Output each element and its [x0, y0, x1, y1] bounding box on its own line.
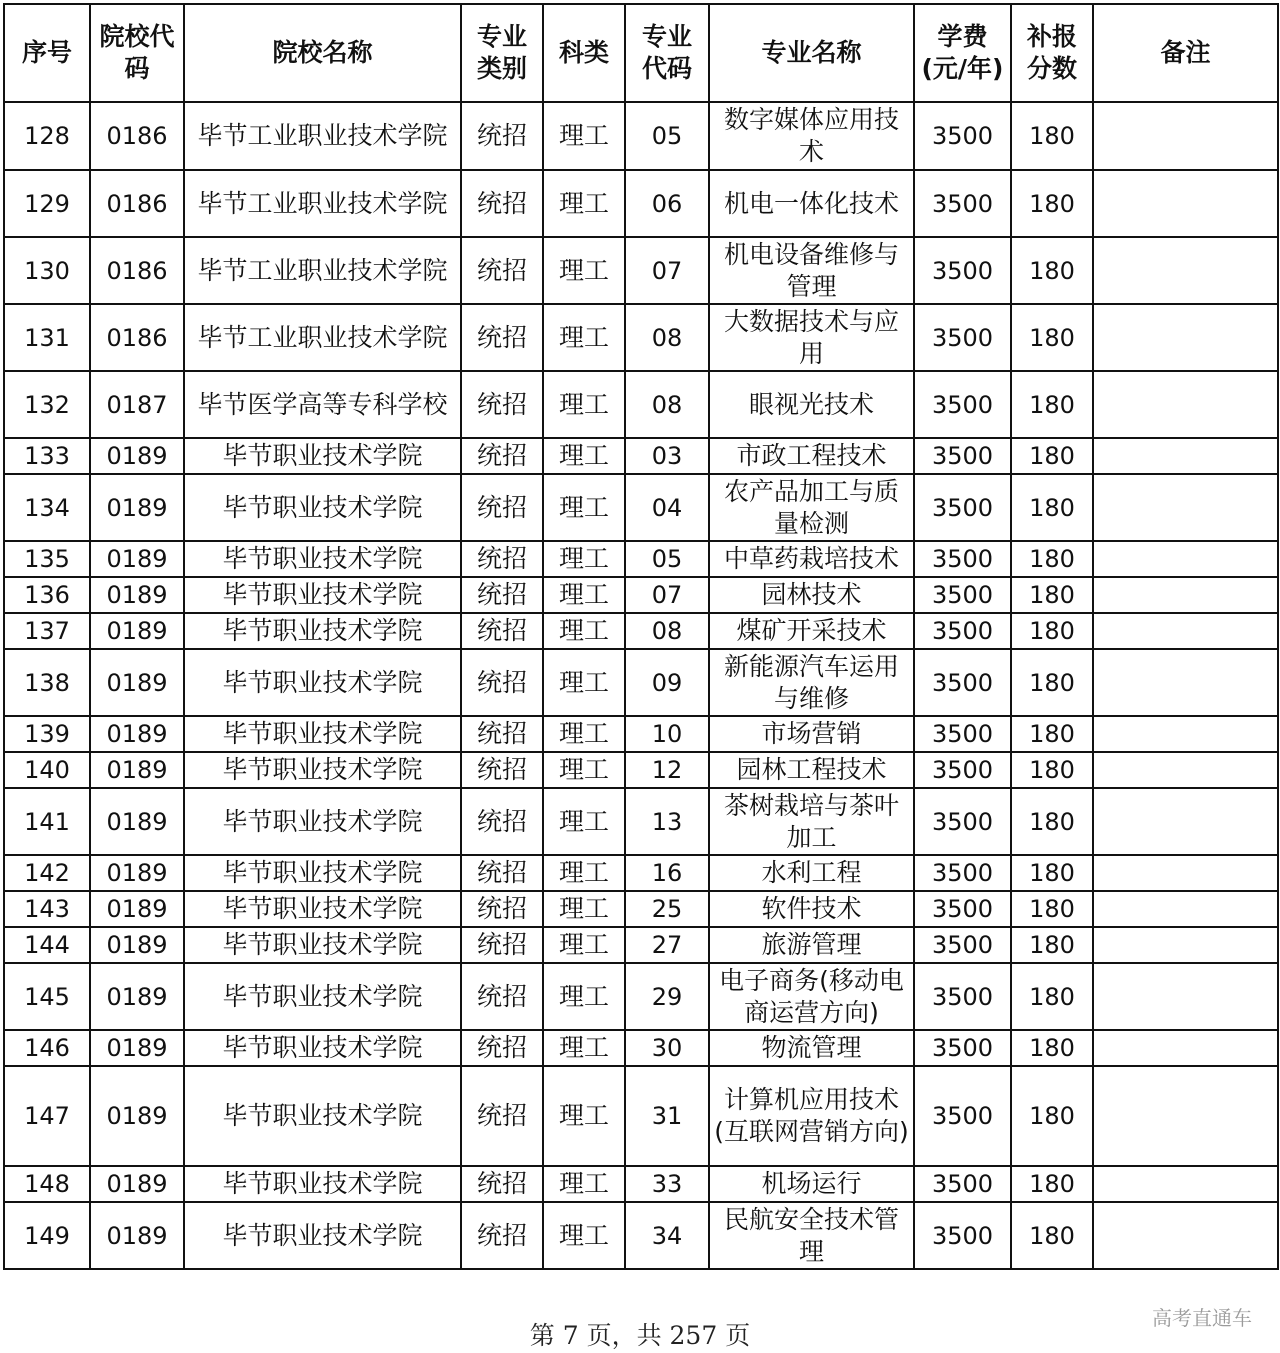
cell-seq: 134	[4, 474, 90, 541]
cell-seq: 136	[4, 577, 90, 613]
cell-major-code: 09	[625, 649, 709, 716]
table-row	[4, 891, 1278, 927]
cell-major-name: 水利工程	[709, 855, 914, 891]
cell-major-code: 29	[625, 963, 709, 1030]
cell-remarks	[1093, 1166, 1278, 1202]
cell-major-name: 数字媒体应用技术	[709, 102, 914, 170]
cell-score: 180	[1011, 752, 1093, 788]
cell-school-name: 毕节职业技术学院	[184, 541, 461, 577]
cell-school-code: 0189	[90, 855, 184, 891]
cell-school-name: 毕节职业技术学院	[184, 788, 461, 855]
cell-subject: 理工	[543, 438, 625, 474]
header-remarks: 备注	[1093, 4, 1278, 102]
cell-seq: 128	[4, 102, 90, 170]
cell-score: 180	[1011, 963, 1093, 1030]
cell-remarks	[1093, 577, 1278, 613]
cell-major-category: 统招	[461, 371, 543, 438]
cell-remarks	[1093, 541, 1278, 577]
cell-remarks	[1093, 891, 1278, 927]
cell-major-name: 市政工程技术	[709, 438, 914, 474]
cell-subject: 理工	[543, 927, 625, 963]
cell-school-code: 0187	[90, 371, 184, 438]
cell-subject: 理工	[543, 1030, 625, 1066]
cell-score: 180	[1011, 613, 1093, 649]
cell-seq: 132	[4, 371, 90, 438]
cell-seq: 145	[4, 963, 90, 1030]
cell-subject: 理工	[543, 963, 625, 1030]
cell-tuition: 3500	[914, 927, 1011, 963]
cell-subject: 理工	[543, 891, 625, 927]
cell-remarks	[1093, 1030, 1278, 1066]
cell-seq: 129	[4, 170, 90, 237]
cell-seq: 139	[4, 716, 90, 752]
cell-score: 180	[1011, 102, 1093, 170]
watermark: 高考直通车	[1152, 1306, 1252, 1330]
cell-school-code: 0189	[90, 891, 184, 927]
cell-school-name: 毕节职业技术学院	[184, 577, 461, 613]
table-row	[4, 927, 1278, 963]
cell-major-name: 中草药栽培技术	[709, 541, 914, 577]
header-school-name: 院校名称	[184, 4, 461, 102]
cell-major-category: 统招	[461, 613, 543, 649]
cell-remarks	[1093, 716, 1278, 752]
cell-major-code: 08	[625, 371, 709, 438]
cell-major-name: 园林工程技术	[709, 752, 914, 788]
cell-major-name: 软件技术	[709, 891, 914, 927]
cell-major-name: 眼视光技术	[709, 371, 914, 438]
cell-school-code: 0189	[90, 649, 184, 716]
cell-school-code: 0186	[90, 237, 184, 304]
cell-score: 180	[1011, 577, 1093, 613]
cell-seq: 146	[4, 1030, 90, 1066]
cell-major-name: 煤矿开采技术	[709, 613, 914, 649]
cell-major-code: 05	[625, 102, 709, 170]
cell-tuition: 3500	[914, 237, 1011, 304]
cell-major-code: 06	[625, 170, 709, 237]
cell-major-category: 统招	[461, 752, 543, 788]
table-body	[4, 102, 1278, 1269]
table-row	[4, 102, 1278, 170]
cell-major-name: 民航安全技术管理	[709, 1202, 914, 1269]
cell-major-code: 25	[625, 891, 709, 927]
cell-major-code: 34	[625, 1202, 709, 1269]
cell-subject: 理工	[543, 649, 625, 716]
cell-school-name: 毕节工业职业技术学院	[184, 304, 461, 371]
cell-major-category: 统招	[461, 304, 543, 371]
header-school-code: 院校代码	[90, 4, 184, 102]
cell-tuition: 3500	[914, 963, 1011, 1030]
cell-subject: 理工	[543, 788, 625, 855]
cell-school-name: 毕节职业技术学院	[184, 1030, 461, 1066]
cell-school-code: 0186	[90, 102, 184, 170]
cell-seq: 135	[4, 541, 90, 577]
table-row	[4, 788, 1278, 855]
cell-remarks	[1093, 170, 1278, 237]
cell-seq: 149	[4, 1202, 90, 1269]
cell-school-code: 0189	[90, 1202, 184, 1269]
cell-major-name: 大数据技术与应用	[709, 304, 914, 371]
table-row	[4, 237, 1278, 304]
cell-seq: 143	[4, 891, 90, 927]
header-tuition: 学费(元/年)	[914, 4, 1011, 102]
cell-school-name: 毕节工业职业技术学院	[184, 102, 461, 170]
cell-school-code: 0189	[90, 927, 184, 963]
cell-major-code: 08	[625, 613, 709, 649]
cell-subject: 理工	[543, 304, 625, 371]
cell-major-code: 08	[625, 304, 709, 371]
cell-remarks	[1093, 304, 1278, 371]
cell-tuition: 3500	[914, 438, 1011, 474]
cell-school-name: 毕节医学高等专科学校	[184, 371, 461, 438]
cell-major-category: 统招	[461, 438, 543, 474]
cell-school-code: 0186	[90, 170, 184, 237]
cell-seq: 142	[4, 855, 90, 891]
cell-score: 180	[1011, 474, 1093, 541]
cell-score: 180	[1011, 1202, 1093, 1269]
cell-school-code: 0189	[90, 1030, 184, 1066]
cell-major-code: 05	[625, 541, 709, 577]
cell-school-code: 0189	[90, 541, 184, 577]
cell-seq: 131	[4, 304, 90, 371]
table-row	[4, 304, 1278, 371]
cell-seq: 148	[4, 1166, 90, 1202]
cell-school-name: 毕节职业技术学院	[184, 649, 461, 716]
cell-score: 180	[1011, 541, 1093, 577]
cell-score: 180	[1011, 855, 1093, 891]
cell-seq: 137	[4, 613, 90, 649]
cell-subject: 理工	[543, 716, 625, 752]
cell-tuition: 3500	[914, 788, 1011, 855]
cell-remarks	[1093, 855, 1278, 891]
table-row	[4, 1066, 1278, 1166]
cell-score: 180	[1011, 716, 1093, 752]
cell-remarks	[1093, 752, 1278, 788]
cell-score: 180	[1011, 649, 1093, 716]
header-major-name: 专业名称	[709, 4, 914, 102]
cell-major-category: 统招	[461, 1066, 543, 1166]
cell-remarks	[1093, 371, 1278, 438]
cell-school-code: 0189	[90, 577, 184, 613]
cell-subject: 理工	[543, 752, 625, 788]
cell-major-code: 30	[625, 1030, 709, 1066]
cell-school-name: 毕节工业职业技术学院	[184, 237, 461, 304]
cell-major-category: 统招	[461, 649, 543, 716]
cell-tuition: 3500	[914, 170, 1011, 237]
cell-major-category: 统招	[461, 1166, 543, 1202]
cell-major-name: 市场营销	[709, 716, 914, 752]
cell-school-code: 0189	[90, 613, 184, 649]
table-row	[4, 1030, 1278, 1066]
cell-major-code: 03	[625, 438, 709, 474]
cell-school-name: 毕节职业技术学院	[184, 474, 461, 541]
cell-seq: 140	[4, 752, 90, 788]
cell-major-code: 12	[625, 752, 709, 788]
cell-major-name: 电子商务(移动电商运营方向)	[709, 963, 914, 1030]
cell-school-name: 毕节职业技术学院	[184, 855, 461, 891]
cell-major-category: 统招	[461, 855, 543, 891]
cell-seq: 133	[4, 438, 90, 474]
cell-tuition: 3500	[914, 855, 1011, 891]
cell-remarks	[1093, 102, 1278, 170]
cell-major-category: 统招	[461, 170, 543, 237]
cell-major-code: 31	[625, 1066, 709, 1166]
cell-subject: 理工	[543, 1202, 625, 1269]
cell-school-code: 0189	[90, 438, 184, 474]
cell-school-name: 毕节职业技术学院	[184, 1066, 461, 1166]
cell-school-name: 毕节职业技术学院	[184, 1166, 461, 1202]
cell-tuition: 3500	[914, 613, 1011, 649]
cell-school-name: 毕节职业技术学院	[184, 613, 461, 649]
cell-subject: 理工	[543, 1066, 625, 1166]
table-row	[4, 1202, 1278, 1269]
cell-subject: 理工	[543, 855, 625, 891]
cell-school-name: 毕节职业技术学院	[184, 891, 461, 927]
table-row	[4, 752, 1278, 788]
cell-major-category: 统招	[461, 963, 543, 1030]
cell-school-name: 毕节职业技术学院	[184, 927, 461, 963]
table-row	[4, 371, 1278, 438]
cell-subject: 理工	[543, 474, 625, 541]
cell-school-name: 毕节职业技术学院	[184, 963, 461, 1030]
cell-major-category: 统招	[461, 716, 543, 752]
cell-tuition: 3500	[914, 1030, 1011, 1066]
table-row	[4, 649, 1278, 716]
cell-remarks	[1093, 613, 1278, 649]
cell-subject: 理工	[543, 577, 625, 613]
cell-major-name: 机电设备维修与管理	[709, 237, 914, 304]
table-row	[4, 474, 1278, 541]
cell-subject: 理工	[543, 170, 625, 237]
header-subject: 科类	[543, 4, 625, 102]
cell-score: 180	[1011, 438, 1093, 474]
cell-school-code: 0189	[90, 752, 184, 788]
table-row	[4, 613, 1278, 649]
cell-school-code: 0189	[90, 1166, 184, 1202]
cell-seq: 141	[4, 788, 90, 855]
cell-score: 180	[1011, 891, 1093, 927]
cell-score: 180	[1011, 927, 1093, 963]
cell-score: 180	[1011, 1030, 1093, 1066]
cell-tuition: 3500	[914, 474, 1011, 541]
cell-subject: 理工	[543, 613, 625, 649]
cell-major-name: 茶树栽培与茶叶加工	[709, 788, 914, 855]
cell-major-name: 计算机应用技术(互联网营销方向)	[709, 1066, 914, 1166]
header-row	[4, 4, 1278, 102]
cell-major-code: 33	[625, 1166, 709, 1202]
cell-score: 180	[1011, 371, 1093, 438]
table-row	[4, 170, 1278, 237]
cell-subject: 理工	[543, 237, 625, 304]
cell-major-category: 统招	[461, 474, 543, 541]
cell-school-name: 毕节职业技术学院	[184, 438, 461, 474]
cell-tuition: 3500	[914, 716, 1011, 752]
cell-remarks	[1093, 649, 1278, 716]
cell-school-code: 0189	[90, 716, 184, 752]
cell-remarks	[1093, 788, 1278, 855]
cell-subject: 理工	[543, 1166, 625, 1202]
cell-major-code: 16	[625, 855, 709, 891]
page-footer: 第 7 页，共 257 页	[529, 1321, 751, 1350]
cell-score: 180	[1011, 170, 1093, 237]
cell-school-code: 0186	[90, 304, 184, 371]
cell-seq: 147	[4, 1066, 90, 1166]
cell-major-category: 统招	[461, 577, 543, 613]
table-row	[4, 716, 1278, 752]
table-row	[4, 438, 1278, 474]
cell-major-name: 新能源汽车运用与维修	[709, 649, 914, 716]
cell-major-category: 统招	[461, 1202, 543, 1269]
cell-school-name: 毕节工业职业技术学院	[184, 170, 461, 237]
cell-subject: 理工	[543, 102, 625, 170]
cell-major-name: 农产品加工与质量检测	[709, 474, 914, 541]
cell-tuition: 3500	[914, 1066, 1011, 1166]
header-major-code: 专业代码	[625, 4, 709, 102]
admissions-table	[3, 3, 1279, 1270]
cell-school-code: 0189	[90, 474, 184, 541]
cell-major-code: 10	[625, 716, 709, 752]
cell-major-name: 机电一体化技术	[709, 170, 914, 237]
cell-remarks	[1093, 438, 1278, 474]
table-row	[4, 541, 1278, 577]
cell-tuition: 3500	[914, 1166, 1011, 1202]
table-row	[4, 1166, 1278, 1202]
cell-major-name: 旅游管理	[709, 927, 914, 963]
cell-tuition: 3500	[914, 304, 1011, 371]
cell-major-category: 统招	[461, 237, 543, 304]
cell-score: 180	[1011, 1166, 1093, 1202]
cell-remarks	[1093, 1202, 1278, 1269]
cell-remarks	[1093, 237, 1278, 304]
cell-subject: 理工	[543, 371, 625, 438]
cell-remarks	[1093, 1066, 1278, 1166]
cell-tuition: 3500	[914, 371, 1011, 438]
cell-seq: 138	[4, 649, 90, 716]
cell-major-code: 07	[625, 577, 709, 613]
cell-major-name: 物流管理	[709, 1030, 914, 1066]
cell-tuition: 3500	[914, 891, 1011, 927]
cell-major-code: 07	[625, 237, 709, 304]
cell-major-category: 统招	[461, 927, 543, 963]
cell-major-code: 27	[625, 927, 709, 963]
cell-major-code: 13	[625, 788, 709, 855]
cell-school-name: 毕节职业技术学院	[184, 716, 461, 752]
cell-remarks	[1093, 474, 1278, 541]
cell-subject: 理工	[543, 541, 625, 577]
cell-tuition: 3500	[914, 577, 1011, 613]
cell-major-category: 统招	[461, 541, 543, 577]
cell-tuition: 3500	[914, 541, 1011, 577]
cell-major-category: 统招	[461, 102, 543, 170]
cell-major-category: 统招	[461, 1030, 543, 1066]
cell-major-category: 统招	[461, 788, 543, 855]
cell-seq: 144	[4, 927, 90, 963]
header-score: 补报分数	[1011, 4, 1093, 102]
cell-tuition: 3500	[914, 649, 1011, 716]
cell-score: 180	[1011, 1066, 1093, 1166]
cell-major-code: 04	[625, 474, 709, 541]
table-row	[4, 963, 1278, 1030]
header-major-category: 专业类别	[461, 4, 543, 102]
cell-tuition: 3500	[914, 1202, 1011, 1269]
cell-remarks	[1093, 927, 1278, 963]
cell-score: 180	[1011, 237, 1093, 304]
cell-tuition: 3500	[914, 752, 1011, 788]
cell-major-category: 统招	[461, 891, 543, 927]
cell-major-name: 园林技术	[709, 577, 914, 613]
cell-school-name: 毕节职业技术学院	[184, 752, 461, 788]
cell-seq: 130	[4, 237, 90, 304]
cell-score: 180	[1011, 788, 1093, 855]
table-row	[4, 577, 1278, 613]
cell-remarks	[1093, 963, 1278, 1030]
cell-school-code: 0189	[90, 963, 184, 1030]
cell-school-name: 毕节职业技术学院	[184, 1202, 461, 1269]
cell-score: 180	[1011, 304, 1093, 371]
header-seq: 序号	[4, 4, 90, 102]
table-row	[4, 855, 1278, 891]
cell-school-code: 0189	[90, 788, 184, 855]
cell-tuition: 3500	[914, 102, 1011, 170]
cell-school-code: 0189	[90, 1066, 184, 1166]
cell-major-name: 机场运行	[709, 1166, 914, 1202]
